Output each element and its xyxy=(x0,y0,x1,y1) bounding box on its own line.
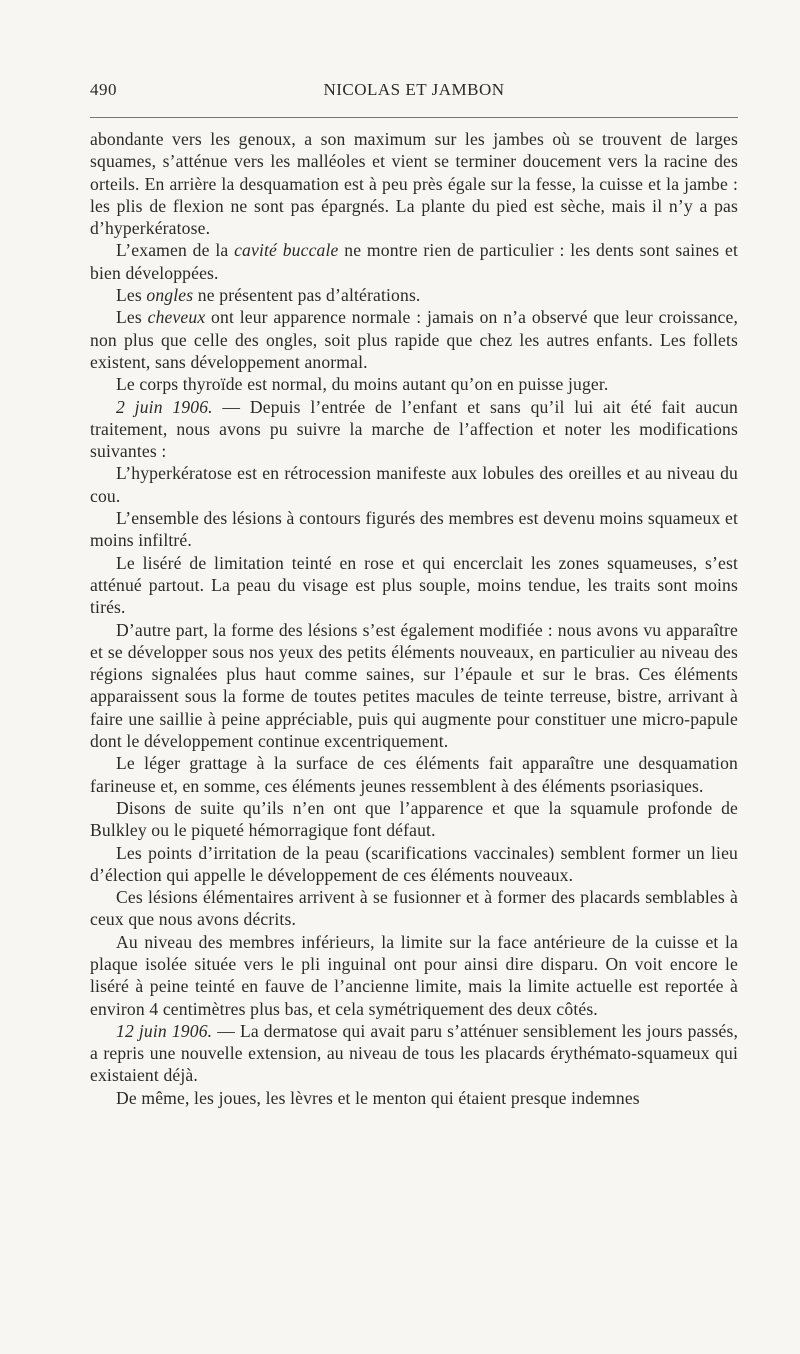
paragraph xyxy=(90,886,738,931)
paragraph xyxy=(90,128,738,239)
text-segment: ne présentent pas d’altérations. xyxy=(193,285,421,306)
text-segment: Disons de suite qu’ils n’en ont que l’apparence et que la squamule profonde de Bulkley ou le piqueté hémorragique font défaut. xyxy=(90,797,738,841)
paragraph xyxy=(90,284,738,306)
text-segment: abondante vers les genoux, a son maximum sur les jambes où se trouvent de larges squames, s’atténue vers les malléoles et vient se terminer doucement vers la racine des orteils. En arrière la desquamation est à peu près égale sur la fesse, la cuisse et la jambe : les plis de flexion ne sont pas épargnés. La plante du pied est sèche, mais il n’y a pas d’hyperkératose. xyxy=(90,129,738,239)
text-segment: Le léger grattage à la surface de ces éléments fait apparaître une desquamation farineuse et, en somme, ces éléments jeunes ressemblent à des éléments psoriasiques. xyxy=(90,753,738,796)
text-segment: Ces lésions élémentaires arrivent à se fusionner et à former des placards semblables à ceux que nous avons décrits. xyxy=(90,887,738,930)
paragraph xyxy=(90,797,738,842)
text-segment: D’autre part, la forme des lésions s’est également modifiée : nous avons vu apparaître et se développer sous nos yeux des petits éléments nouveaux, en particulier au niveau des régions signalées plus haut comme saines, sur l’épaule et sur le bras. Ces éléments apparaissent sous la forme de toutes petites macules de teinte terreuse, bistre, arrivant à faire une saillie à peine appréciable, puis qui augmente pour constituer une micro-papule dont le développement continue excentriquement. xyxy=(90,619,738,752)
italic-text: 12 juin 1906. xyxy=(116,1020,213,1041)
text-segment: Les points d’irritation de la peau (scarifications vaccinales) semblent former un lieu d’élection qui appelle le développement de ces éléments nouveaux. xyxy=(90,842,738,885)
text-segment: Le liséré de limitation teinté en rose et qui encerclait les zones squameuses, s’est atténué partout. La peau du visage est plus souple, moins tendue, les traits sont moins tirés. xyxy=(90,552,738,618)
italic-text: ongles xyxy=(146,285,194,306)
page-number: 490 xyxy=(90,80,117,99)
italic-text: cavité buccale xyxy=(234,240,339,261)
text-segment: De même, les joues, les lèvres et le menton qui étaient presque indemnes xyxy=(116,1087,640,1108)
text-segment: L’examen de la xyxy=(116,240,235,261)
paragraph xyxy=(90,619,738,753)
text-segment: Les xyxy=(116,285,147,306)
header-rule xyxy=(90,117,738,118)
paragraph xyxy=(90,931,738,1020)
body-text xyxy=(90,128,738,1109)
paragraph xyxy=(90,373,738,395)
page-header xyxy=(90,80,738,106)
paragraph xyxy=(90,462,738,507)
italic-text: 2 juin 1906. xyxy=(116,396,213,417)
text-segment: L’hyperkératose est en rétrocession manifeste aux lobules des oreilles et au niveau du cou. xyxy=(90,463,738,506)
italic-text: cheveux xyxy=(147,307,206,328)
paragraph xyxy=(90,752,738,797)
paragraph xyxy=(90,1020,738,1087)
paragraph xyxy=(90,507,738,552)
text-segment: ont leur apparence normale : jamais on n’a observé que leur croissance, non plus que celle des ongles, soit plus rapide que chez les autres enfants. Les follets existent, sans développement anormal. xyxy=(90,307,738,372)
text-segment: Les xyxy=(116,307,148,328)
paragraph xyxy=(90,552,738,619)
text-segment: — La dermatose qui avait paru s’atténuer sensiblement les jours passés, a repris une nouvelle extension, au niveau de tous les placards érythémato-squameux qui existaient déjà. xyxy=(90,1020,739,1086)
running-title: NICOLAS ET JAMBON xyxy=(323,80,505,99)
text-segment: Le corps thyroïde est normal, du moins autant qu’on en puisse juger. xyxy=(116,374,609,395)
paragraph xyxy=(90,1087,738,1109)
paragraph xyxy=(90,239,738,284)
text-segment: ne montre rien de particulier : les dents sont saines et bien développées. xyxy=(90,240,738,283)
paragraph xyxy=(90,842,738,887)
text-segment: Au niveau des membres inférieurs, la limite sur la face antérieure de la cuisse et la plaque isolée située vers le pli inguinal ont pour ainsi dire disparu. On voit encore le liséré à peine teinté en fauve de l’ancienne limite, mais la limite actuelle est reportée à environ 4 centimètres plus bas, et cela symétriquement des deux côtés. xyxy=(90,931,738,1019)
paragraph xyxy=(90,396,738,463)
text-segment: L’ensemble des lésions à contours figurés des membres est devenu moins squameux et moins infiltré. xyxy=(90,508,738,551)
text-segment: — Depuis l’entrée de l’enfant et sans qu’il lui ait été fait aucun traitement, nous avons pu suivre la marche de l’affection et noter les modifications suivantes : xyxy=(90,396,738,462)
paragraph xyxy=(90,306,738,373)
